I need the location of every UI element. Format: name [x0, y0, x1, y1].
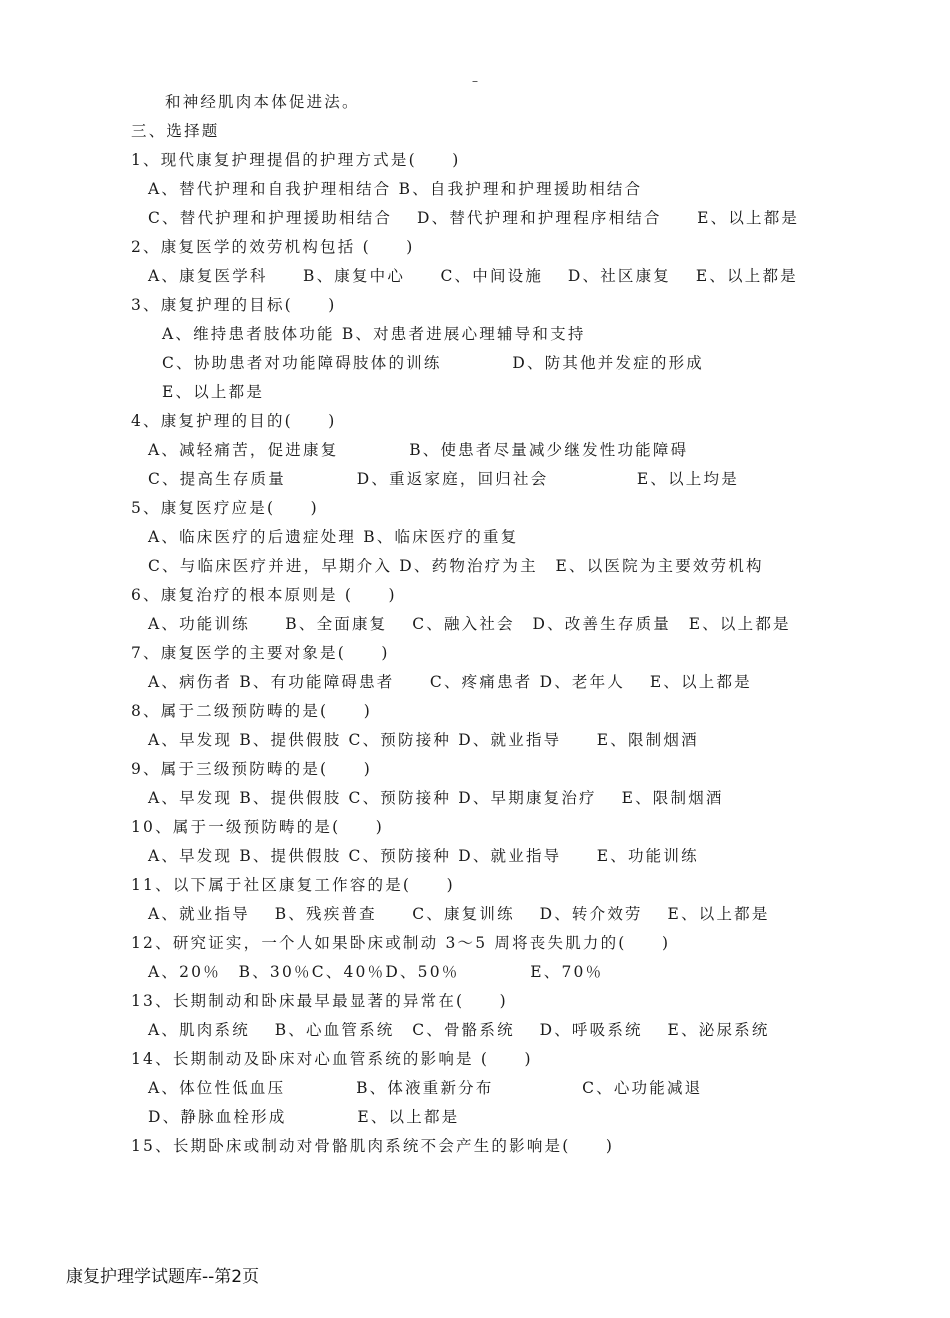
- option-line: C、提高生存质量 D、重返家庭，回归社会 E、以上均是: [148, 470, 739, 488]
- question: 12、研究证实，一个人如果卧床或制动 3～5 周将丧失肌力的( ): [131, 934, 671, 952]
- question: 10、属于一级预防畴的是( ): [131, 818, 385, 836]
- question: 6、康复治疗的根本原则是 ( ): [131, 586, 397, 604]
- option-line: A、减轻痛苦，促进康复 B、使患者尽量减少继发性功能障碍: [148, 441, 689, 459]
- question: 9、属于三级预防畴的是( ): [131, 760, 372, 778]
- option-line: A、20％ B、30％C、40％D、50％ E、70％: [148, 963, 604, 981]
- option-line: D、静脉血栓形成 E、以上都是: [148, 1108, 460, 1126]
- option-line: C、与临床医疗并进，早期介入 D、药物治疗为主 E、以医院为主要效劳机构: [148, 557, 764, 575]
- option-line: A、肌肉系统 B、心血管系统 C、骨骼系统 D、呼吸系统 E、泌尿系统: [148, 1021, 770, 1039]
- option-line: A、早发现 B、提供假肢 C、预防接种 D、就业指导 E、功能训练: [148, 847, 699, 865]
- option-line: A、维持患者肢体功能 B、对患者进展心理辅导和支持: [162, 325, 586, 343]
- option-line: A、早发现 B、提供假肢 C、预防接种 D、就业指导 E、限制烟酒: [148, 731, 699, 749]
- question: 8、属于二级预防畴的是( ): [131, 702, 372, 720]
- option-line: C、协助患者对功能障碍肢体的训练 D、防其他并发症的形成: [162, 354, 704, 372]
- option-line: A、体位性低血压 B、体液重新分布 C、心功能减退: [148, 1079, 703, 1097]
- page-footer: 康复护理学试题库--第2页: [66, 1267, 260, 1287]
- option-line: A、病伤者 B、有功能障碍患者 C、疼痛患者 D、老年人 E、以上都是: [148, 673, 752, 691]
- question: 11、以下属于社区康复工作容的是( ): [131, 876, 455, 894]
- question: 4、康复护理的目的( ): [131, 412, 337, 430]
- question: 13、长期制动和卧床最早最显著的异常在( ): [131, 992, 508, 1010]
- option-line: E、以上都是: [162, 383, 265, 401]
- question: 14、长期制动及卧床对心血管系统的影响是 ( ): [131, 1050, 533, 1068]
- question: 7、康复医学的主要对象是( ): [131, 644, 390, 662]
- option-line: A、功能训练 B、全面康复 C、融入社会 D、改善生存质量 E、以上都是: [148, 615, 791, 633]
- question: 5、康复医疗应是( ): [131, 499, 319, 517]
- option-line: A、早发现 B、提供假肢 C、预防接种 D、早期康复治疗 E、限制烟酒: [148, 789, 724, 807]
- option-line: A、临床医疗的后遗症处理 B、临床医疗的重复: [148, 528, 519, 546]
- text-line: 和神经肌肉本体促进法。: [165, 93, 360, 111]
- header-mark: –: [472, 74, 478, 88]
- section-heading: 三、选择题: [131, 122, 220, 140]
- question: 3、康复护理的目标( ): [131, 296, 337, 314]
- option-line: C、替代护理和护理援助相结合 D、替代护理和护理程序相结合 E、以上都是: [148, 209, 800, 227]
- question: 1、现代康复护理提倡的护理方式是( ): [131, 151, 461, 169]
- question: 2、康复医学的效劳机构包括 ( ): [131, 238, 415, 256]
- option-line: A、替代护理和自我护理相结合 B、自我护理和护理援助相结合: [148, 180, 643, 198]
- question: 15、长期卧床或制动对骨骼肌肉系统不会产生的影响是( ): [131, 1137, 615, 1155]
- option-line: A、就业指导 B、残疾普查 C、康复训练 D、转介效劳 E、以上都是: [148, 905, 770, 923]
- option-line: A、康复医学科 B、康复中心 C、中间设施 D、社区康复 E、以上都是: [148, 267, 798, 285]
